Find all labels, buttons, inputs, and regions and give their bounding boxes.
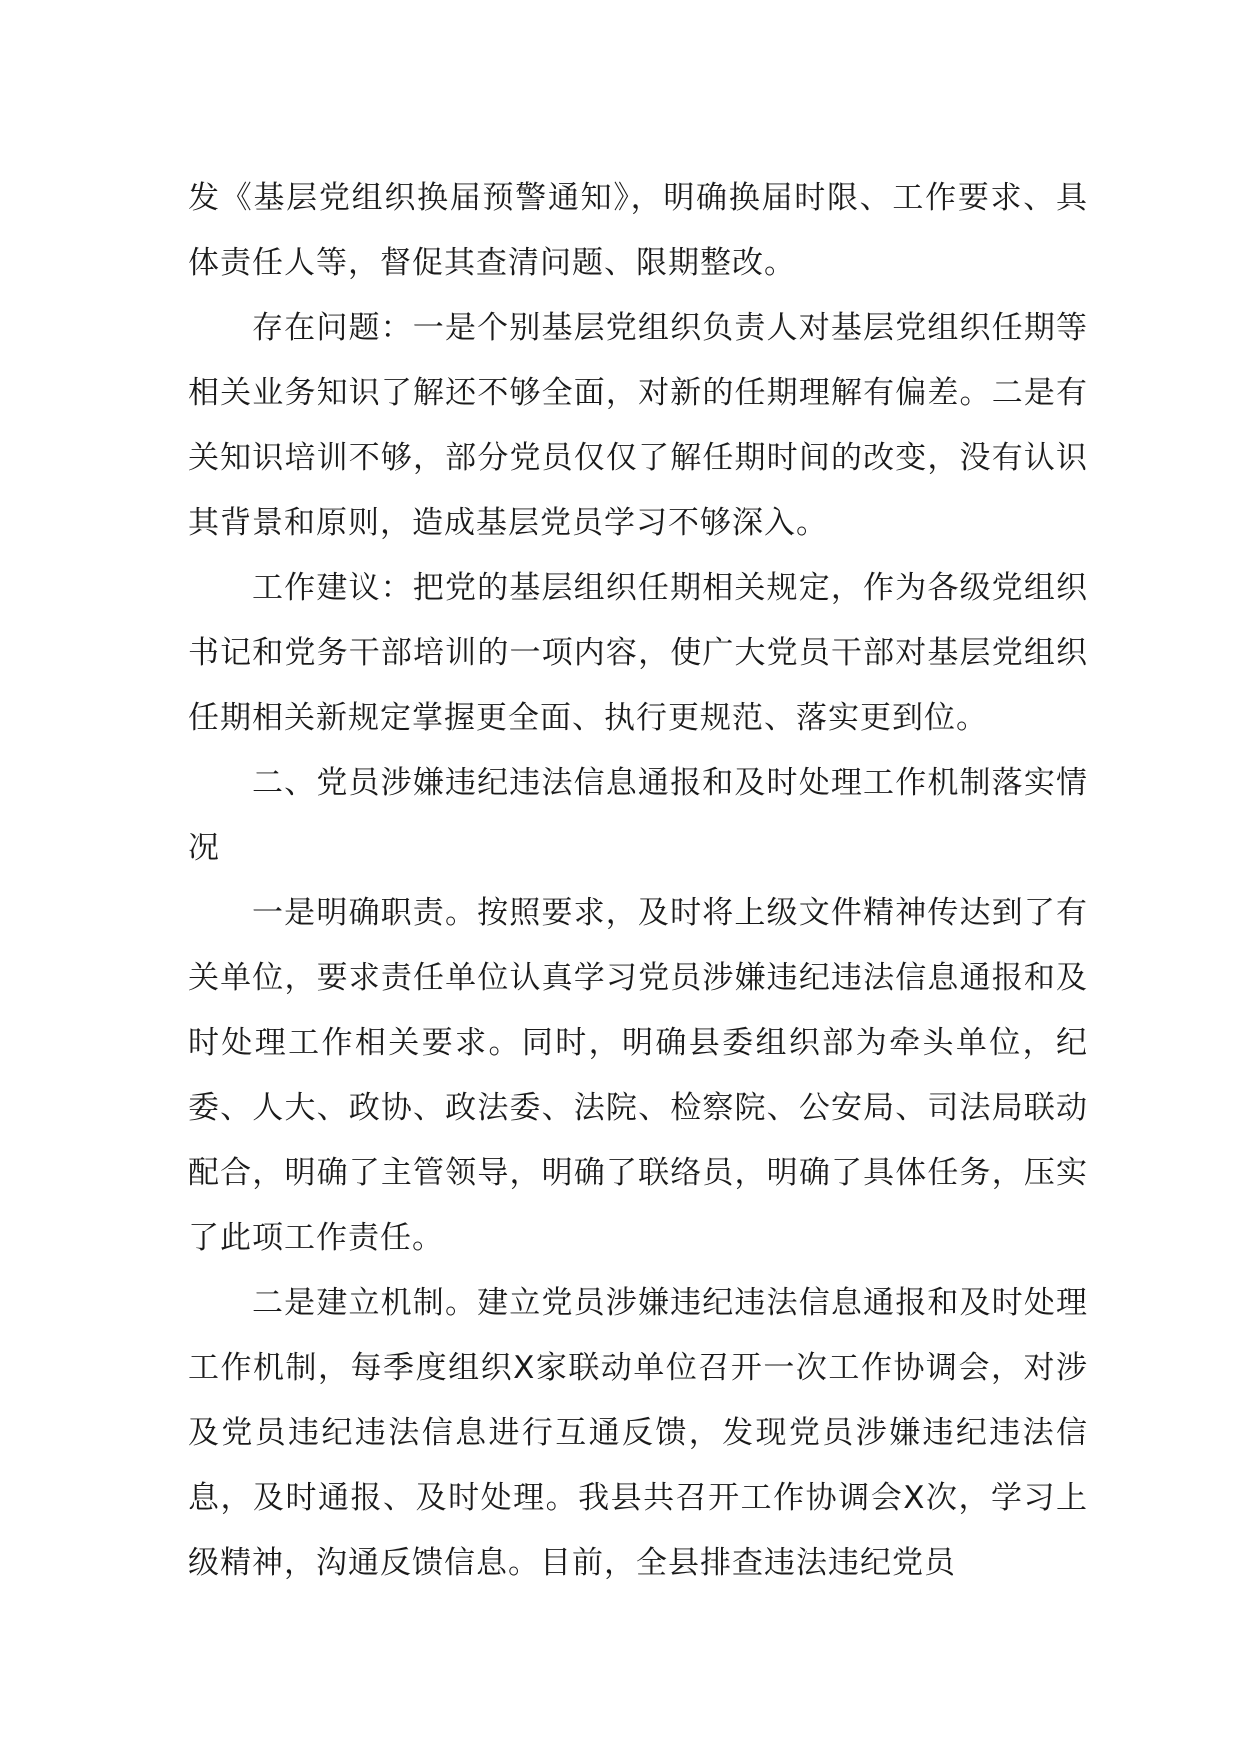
paragraph-existing-problems: 存在问题：一是个别基层党组织负责人对基层党组织任期等相关业务知识了解还不够全面，对新的任期理解有偏差。二是有关知识培训不够，部分党员仅仅了解任期时间的改变，没有认识其背景和原则，造成基层党员学习不够深入。 [188,310,1088,541]
paragraph-establish-mechanism: 二是建立机制。建立党员涉嫌违纪违法信息通报和及时处理工作机制，每季度组织X家联动单位召开一次工作协调会，对涉及党员违纪违法信息进行互通反馈，发现党员涉嫌违纪违法信息，及时通报、及时处理。我县共召开工作协调会X次，学习上级精神，沟通反馈信息。目前，全县排查违法违纪党员 [188,1285,1088,1581]
section-heading-2: 二、党员涉嫌违纪违法信息通报和及时处理工作机制落实情况 [188,765,1088,866]
document-body [188,166,1088,1596]
paragraph-clarify-duties: 一是明确职责。按照要求，及时将上级文件精神传达到了有关单位，要求责任单位认真学习党员涉嫌违纪违法信息通报和及时处理工作相关要求。同时，明确县委组织部为牵头单位，纪委、人大、政协、政法委、法院、检察院、公安局、司法局联动配合，明确了主管领导，明确了联络员，明确了具体任务，压实了此项工作责任。 [188,895,1088,1256]
paragraph-continuation: 发《基层党组织换届预警通知》，明确换届时限、工作要求、具体责任人等，督促其查清问题、限期整改。 [188,180,1088,281]
paragraph-work-suggestions: 工作建议：把党的基层组织任期相关规定，作为各级党组织书记和党务干部培训的一项内容，使广大党员干部对基层党组织任期相关新规定掌握更全面、执行更规范、落实更到位。 [188,570,1088,736]
